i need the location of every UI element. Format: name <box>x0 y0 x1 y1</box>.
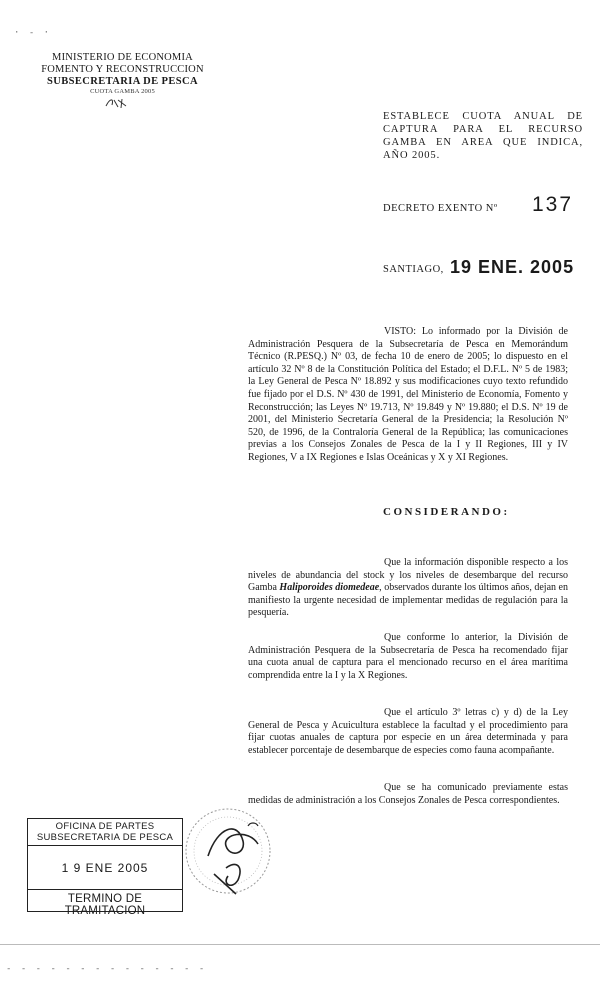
stamp-line-2: SUBSECRETARIA DE PESCA <box>28 832 182 846</box>
scan-mark-bottom: - - - - - - - - - - - - - - <box>6 964 207 974</box>
office-stamp <box>27 818 183 917</box>
official-seal-icon <box>178 796 288 906</box>
considerando-item-2 <box>248 632 568 682</box>
considerando-2-text: Que conforme lo anterior, la División de Administración Pesquera de la Subsecretaría de Pesca ha recomendado fijar una cuota anual de captura para el mencionado recurso en el área marítima comprendida entre la I y la X Regiones. <box>248 632 568 681</box>
considerando-4-text: Que se ha comunicado previamente estas medidas de administración a los Consejos Zonales de Pesca correspondientes. <box>248 782 568 806</box>
visto-lead: VISTO: <box>384 326 417 337</box>
visto-paragraph <box>248 326 568 465</box>
ministry-line-1: MINISTERIO DE ECONOMIA <box>52 52 193 63</box>
place-label: SANTIAGO, <box>383 264 444 275</box>
initials-scribble-icon <box>104 96 132 110</box>
stamp-line-1: OFICINA DE PARTES <box>55 821 155 832</box>
considerando-1-after: , observados durante los últimos años, dejan en manifiesto la urgente necesidad de implementar medidas de regulación para la pesquería. <box>248 582 568 619</box>
stamp-line-4: TERMINO DE TRAMITACION <box>28 889 182 917</box>
considerando-item-3 <box>248 707 568 757</box>
letterhead <box>40 52 205 96</box>
decree-date-stamp: 19 ENE. 2005 <box>450 257 575 277</box>
subsecretaria-line: SUBSECRETARIA DE PESCA <box>47 76 198 87</box>
considerando-3-text: Que el artículo 3º letras c) y d) de la Ley General de Pesca y Acuicultura establece la facultad y el procedimiento para fijar cuotas anuales de captura por especie en un área determinada y para establecer porcentaje de desembarque de especies como fauna acompañante. <box>248 707 568 756</box>
considerando-heading: CONSIDERANDO: <box>383 506 510 518</box>
scan-mark-top: · - · <box>14 28 52 38</box>
visto-text: Lo informado por la División de Administración Pesquera de la Subsecretaría de Pesca en Memorándum Técnico (R.PESQ.) Nº 03, de fecha 10 de enero de 2005; lo dispuesto en el artículo 32 Nº 8 de la Constitución Política del Estado; el D.F.L. Nº 5 de 1983; la Ley General de Pesca Nº 18.892 y sus modificaciones cuyo texto refundido fue fijado por el D.S. Nº 430 de 1991, del Ministerio de Economía, Fomento y Reconstrucción; las Leyes Nº 19.713, Nº 19.849 y Nº 19.880; el D.S. Nº 19 de 2001, del Ministerio Secretaría General de la Presidencia; la Resolución Nº 520, de 1996, de la Contraloría General de la República; las comunicaciones previas a los Consejos Zonales de Pesca de la I y II Regiones, III y IV Regiones, V a IX Regiones e Islas Oceánicas y X y XI Regiones. <box>248 326 568 463</box>
page-divider <box>0 944 600 945</box>
decree-number: 137 <box>532 193 574 216</box>
considerando-item-4 <box>248 782 568 807</box>
decree-label: DECRETO EXENTO Nº <box>383 203 498 214</box>
species-name: Haliporoides diomedeae <box>279 582 380 594</box>
ministry-line-2: FOMENTO Y RECONSTRUCCION <box>41 64 204 75</box>
considerando-item-1 <box>248 557 568 620</box>
decree-title: ESTABLECE CUOTA ANUAL DE CAPTURA PARA EL RECURSO GAMBA EN AREA QUE INDICA, AÑO 2005. <box>383 111 583 161</box>
stamp-date: 1 9 ENE 2005 <box>61 861 149 875</box>
document-reference: CUOTA GAMBA 2005 <box>90 88 155 95</box>
considerando-1-before: Que la información disponible respecto a los niveles de abundancia del stock y los niveles de desembarque del recurso Gamba <box>248 557 568 594</box>
